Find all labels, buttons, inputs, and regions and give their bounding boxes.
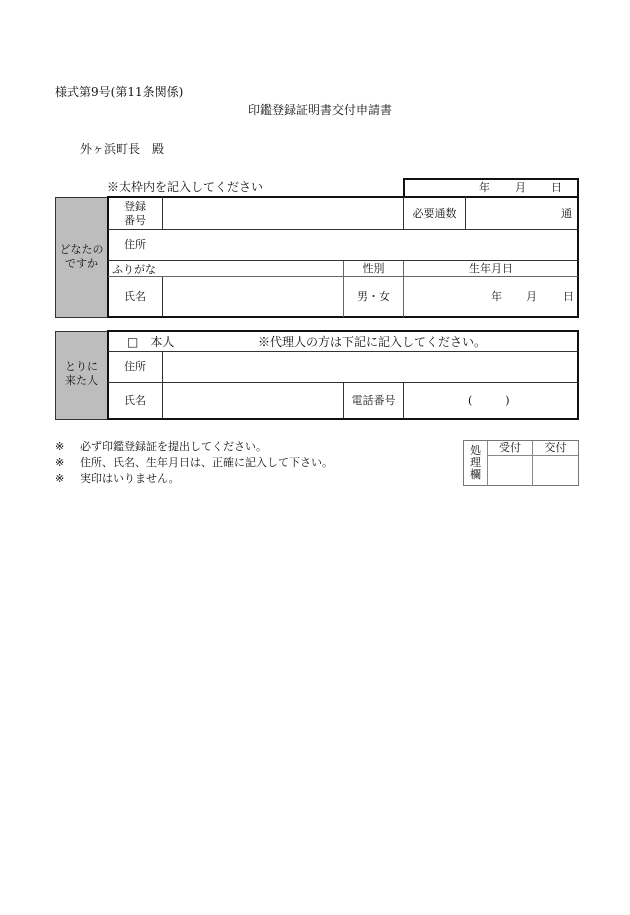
birth-day-label: 日: [563, 290, 574, 303]
furigana-field[interactable]: [163, 261, 343, 276]
name-field[interactable]: [163, 277, 343, 317]
applicant-side-label: [55, 237, 108, 277]
received-label: 受付: [499, 441, 521, 455]
note-item: [55, 457, 385, 473]
self-checkbox[interactable]: □ 本人: [127, 335, 175, 349]
birth-year-label: 年: [491, 290, 502, 303]
note-mark: ※: [55, 456, 65, 469]
address-field[interactable]: [163, 230, 578, 260]
note-text: 実印はいりません。: [80, 472, 180, 485]
reg-number-label-line2: 番号: [124, 213, 146, 227]
date-day-label: 日: [551, 181, 562, 194]
name-label: 氏名: [124, 290, 146, 304]
gender-label: 性別: [362, 261, 385, 275]
gender-options[interactable]: 男・女: [357, 290, 390, 304]
addressee: 外ヶ浜町長 殿: [80, 142, 165, 156]
note-text: 住所、氏名、生年月日は、正確に記入して下さい。: [80, 456, 333, 469]
reg-number-field[interactable]: [163, 198, 403, 229]
note-mark: ※: [55, 440, 65, 453]
processing-side-char-1: 処: [470, 443, 481, 457]
pickup-address-field[interactable]: [163, 352, 578, 382]
phone-area-code-paren: ( ): [468, 394, 510, 407]
birthdate-label: 生年月日: [469, 261, 513, 275]
applicant-side-label-line1: どなたの: [59, 243, 104, 257]
pickup-side-label-line2: 来た人: [65, 374, 98, 387]
pickup-name-label: 氏名: [124, 393, 146, 407]
furigana-label: ふりがな: [112, 263, 156, 276]
address-label: 住所: [124, 238, 146, 252]
note-item: [55, 473, 385, 489]
received-stamp-field[interactable]: [488, 456, 532, 485]
reg-number-label: [108, 198, 162, 229]
processing-side-label: [464, 441, 487, 485]
pickup-address-label: 住所: [124, 360, 146, 374]
birth-month-label: 月: [526, 290, 537, 303]
required-copies-label: 必要通数: [412, 206, 457, 220]
date-month-label: 月: [515, 181, 526, 194]
processing-side-char-2: 理: [470, 455, 481, 469]
copies-unit: 通: [561, 207, 572, 220]
date-year-label: 年: [479, 181, 490, 194]
form-number: 様式第9号(第11条関係): [55, 85, 184, 99]
pickup-side-label: [55, 354, 108, 394]
note-mark: ※: [55, 472, 65, 485]
phone-label: 電話番号: [351, 393, 396, 407]
proxy-note: ※代理人の方は下記に記入してください。: [258, 335, 487, 349]
reg-number-label-line1: 登録: [124, 199, 146, 213]
pickup-side-label-line1: とりに: [65, 360, 98, 374]
processing-side-char-3: 欄: [470, 468, 481, 482]
notes-list: [55, 441, 385, 489]
page-title: 印鑑登録証明書交付申請書: [248, 103, 393, 117]
instruction-text: ※太枠内を記入してください: [107, 180, 264, 194]
issued-label: 交付: [544, 441, 567, 455]
note-text: 必ず印鑑登録証を提出してください。: [80, 440, 267, 453]
applicant-side-label-line2: ですか: [65, 257, 98, 270]
note-item: [55, 441, 385, 457]
issued-stamp-field[interactable]: [533, 456, 578, 485]
pickup-name-field[interactable]: [163, 383, 343, 418]
